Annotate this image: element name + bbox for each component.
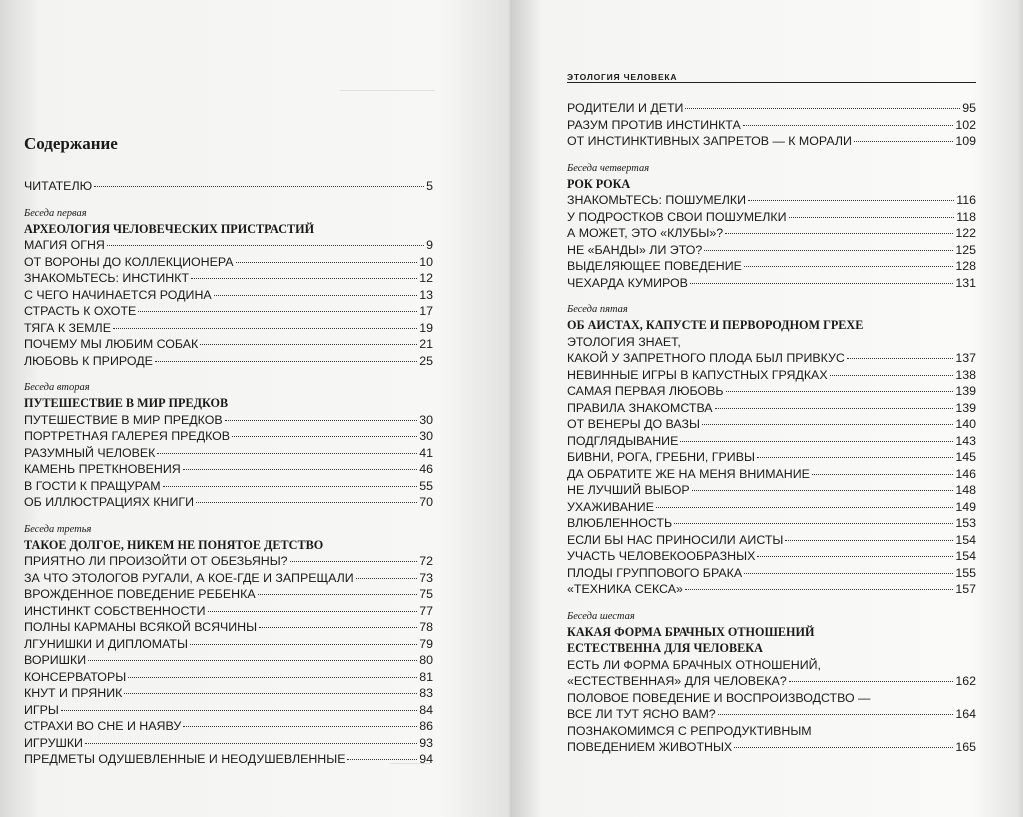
- section-heading: ЕСТЕСТВЕННА ДЛЯ ЧЕЛОВЕКА: [567, 641, 763, 655]
- dot-leader: [258, 594, 418, 595]
- entry-page: 73: [419, 570, 433, 585]
- entry-page: 118: [956, 209, 976, 224]
- entry-title: ВЛЮБЛЕННОСТЬ: [567, 516, 673, 530]
- entry-title: «ЕСТЕСТВЕННАЯ» ДЛЯ ЧЕЛОВЕКА?: [567, 674, 787, 688]
- entry-page: 146: [955, 466, 976, 481]
- entry-title: УХАЖИВАНИЕ: [567, 499, 654, 514]
- toc-entry[interactable]: [24, 478, 433, 495]
- entry-page: 75: [419, 587, 433, 601]
- toc-entry[interactable]: [24, 494, 433, 511]
- entry-title: СТРАХИ ВО СНЕ И НАЯВУ: [24, 719, 182, 733]
- toc-entry[interactable]: [24, 669, 433, 686]
- toc-entry[interactable]: [567, 482, 976, 499]
- entry-page: 19: [419, 320, 433, 335]
- toc-entry[interactable]: [567, 225, 976, 242]
- entry-title-line: ПОЗНАКОМИМСЯ С РЕПРОДУКТИВНЫМ: [567, 723, 812, 738]
- toc-entry[interactable]: [24, 553, 433, 570]
- section-label: Беседа первая: [24, 207, 87, 219]
- entry-page: 143: [955, 433, 976, 448]
- toc-entry[interactable]: [24, 320, 433, 337]
- toc-entry[interactable]: [567, 673, 976, 690]
- dot-leader: [88, 660, 417, 661]
- section-label: Беседа вторая: [24, 382, 90, 393]
- entry-title: ВЫДЕЛЯЮЩЕЕ ПОВЕДЕНИЕ: [567, 259, 742, 273]
- entry-page: 102: [955, 117, 976, 132]
- toc-entry[interactable]: [567, 350, 976, 367]
- entry-page: 9: [426, 238, 433, 252]
- section-heading: ПУТЕШЕСТВИЕ В МИР ПРЕДКОВ: [24, 396, 229, 410]
- entry-page: 125: [955, 242, 976, 257]
- entry-title: КАМЕНЬ ПРЕТКНОВЕНИЯ: [24, 462, 181, 476]
- dot-leader: [785, 540, 953, 541]
- dot-leader: [290, 561, 418, 562]
- entry-title: ИГРУШКИ: [24, 735, 83, 750]
- dot-leader: [744, 573, 953, 574]
- toc-entry[interactable]: [24, 287, 433, 304]
- entry-title: ОТ ВЕНЕРЫ ДО ВАЗЫ: [567, 417, 700, 431]
- entry-page: 10: [419, 254, 433, 269]
- entry-page: 165: [955, 740, 976, 754]
- entry-page: 41: [419, 445, 433, 460]
- entry-page: 80: [419, 653, 433, 667]
- section-heading: ТАКОЕ ДОЛГОЕ, НИКЕМ НЕ ПОНЯТОЕ ДЕТСТВО: [24, 537, 324, 552]
- dot-leader: [692, 490, 954, 491]
- entry-title: ПОЛНЫ КАРМАНЫ ВСЯКОЙ ВСЯЧИНЫ: [24, 620, 258, 634]
- entry-title: ЗНАКОМЬТЕСЬ: ПОШУМЕЛКИ: [567, 193, 747, 207]
- toc-entry[interactable]: [24, 461, 433, 478]
- toc-entry[interactable]: [567, 242, 976, 259]
- entry-title: ИГРЫ: [24, 702, 59, 717]
- entry-page: 30: [419, 412, 433, 427]
- entry-page: 55: [419, 478, 433, 493]
- entry-page: 140: [955, 417, 976, 431]
- dot-leader: [232, 436, 417, 437]
- entry-page: 86: [419, 719, 433, 733]
- dot-leader: [704, 250, 953, 251]
- toc-left-column: [24, 178, 433, 768]
- toc-entry[interactable]: [24, 237, 433, 254]
- entry-title: ИНСТИНКТ СОБСТВЕННОСТИ: [24, 603, 206, 618]
- entry-title: ЕСЛИ БЫ НАС ПРИНОСИЛИ АИСТЫ: [567, 532, 784, 547]
- toc-entry[interactable]: [24, 353, 433, 370]
- dot-leader: [107, 245, 424, 246]
- entry-page: 25: [419, 353, 433, 368]
- toc-entry[interactable]: [567, 209, 976, 226]
- dot-leader: [725, 233, 953, 234]
- entry-page: 84: [419, 702, 433, 717]
- toc-entry[interactable]: [24, 619, 433, 636]
- entry-title: ЛЮБОВЬ К ПРИРОДЕ: [24, 353, 153, 368]
- toc-entry[interactable]: [24, 685, 433, 702]
- entry-title: КАКОЙ У ЗАПРЕТНОГО ПЛОДА БЫЛ ПРИВКУС: [567, 351, 845, 365]
- dot-leader: [744, 266, 953, 267]
- dot-leader: [85, 743, 417, 744]
- entry-title: ЛГУНИШКИ И ДИПЛОМАТЫ: [24, 636, 188, 651]
- entry-page: 154: [955, 549, 976, 563]
- toc-entry[interactable]: [24, 718, 433, 735]
- entry-page: 137: [955, 351, 976, 365]
- dot-leader: [718, 714, 954, 715]
- entry-title: ТЯГА К ЗЕМЛЕ: [24, 320, 111, 335]
- dot-leader: [680, 441, 953, 442]
- toc-entry[interactable]: [24, 254, 433, 271]
- dot-leader: [214, 295, 418, 296]
- entry-title: ПОВЕДЕНИЕМ ЖИВОТНЫХ: [567, 740, 733, 754]
- dot-leader: [190, 644, 417, 645]
- entry-page: 139: [955, 400, 976, 415]
- entry-title: ЧИТАТЕЛЮ: [24, 179, 93, 193]
- section-heading: КАКАЯ ФОРМА БРАЧНЫХ ОТНОШЕНИЙ: [567, 624, 815, 639]
- toc-entry[interactable]: [567, 466, 976, 483]
- dot-leader: [726, 391, 954, 392]
- toc-entry[interactable]: [24, 603, 433, 620]
- toc-entry[interactable]: [24, 652, 433, 669]
- entry-page: 148: [955, 483, 976, 497]
- entry-page: 93: [419, 735, 433, 750]
- entry-page: 116: [956, 193, 976, 207]
- dot-leader: [157, 453, 417, 454]
- entry-title: ОТ ИНСТИНКТИВНЫХ ЗАПРЕТОВ — К МОРАЛИ: [567, 134, 852, 148]
- entry-title: ВСЕ ЛИ ТУТ ЯСНО ВАМ?: [567, 707, 716, 721]
- entry-title: МАГИЯ ОГНЯ: [24, 238, 105, 252]
- entry-page: 81: [419, 669, 433, 684]
- toc-entry[interactable]: [567, 100, 976, 117]
- entry-page: 153: [955, 516, 976, 530]
- toc-entry[interactable]: [24, 586, 433, 603]
- dot-leader: [236, 262, 418, 263]
- entry-page: 128: [955, 259, 976, 273]
- entry-title: РОДИТЕЛИ И ДЕТИ: [567, 101, 684, 115]
- toc-entry[interactable]: [24, 178, 433, 195]
- toc-entry[interactable]: [567, 258, 976, 275]
- dot-leader: [685, 108, 960, 109]
- entry-page: 139: [955, 384, 976, 398]
- dot-leader: [128, 677, 417, 678]
- entry-title: ПУТЕШЕСТВИЕ В МИР ПРЕДКОВ: [24, 412, 223, 427]
- entry-page: 138: [955, 367, 976, 382]
- entry-page: 162: [955, 674, 976, 688]
- dot-leader: [748, 200, 954, 201]
- toc-entry[interactable]: [24, 570, 433, 587]
- dot-leader: [690, 283, 953, 284]
- entry-title: САМАЯ ПЕРВАЯ ЛЮБОВЬ: [567, 384, 724, 398]
- toc-entry[interactable]: [24, 412, 433, 429]
- section-heading: ОБ АИСТАХ, КАПУСТЕ И ПЕРВОРОДНОМ ГРЕХЕ: [567, 318, 864, 332]
- toc-entry[interactable]: [567, 499, 976, 516]
- entry-title: НЕ «БАНДЫ» ЛИ ЭТО?: [567, 242, 703, 257]
- toc-entry[interactable]: [567, 192, 976, 209]
- dot-leader: [685, 589, 953, 590]
- entry-title: ОТ ВОРОНЫ ДО КОЛЛЕКЦИОНЕРА: [24, 254, 234, 269]
- entry-page: 155: [955, 565, 976, 580]
- entry-title: ЗА ЧТО ЭТОЛОГОВ РУГАЛИ, А КОЕ-ГДЕ И ЗАПРЕЩАЛИ: [24, 570, 354, 585]
- dot-leader: [94, 186, 424, 187]
- dot-leader: [347, 759, 417, 760]
- dot-leader: [356, 578, 418, 579]
- entry-title-line: ЭТОЛОГИЯ ЗНАЕТ,: [567, 334, 681, 349]
- dot-leader: [225, 420, 418, 421]
- entry-title: ЧЕХАРДА КУМИРОВ: [567, 275, 688, 290]
- header-rule: [567, 82, 976, 83]
- entry-page: 46: [419, 462, 433, 476]
- entry-page: 157: [955, 582, 976, 596]
- entry-page: 17: [419, 304, 433, 318]
- toc-entry[interactable]: [567, 706, 976, 723]
- dot-leader: [138, 311, 417, 312]
- entry-page: 5: [426, 179, 433, 193]
- entry-title: А МОЖЕТ, ЭТО «КЛУБЫ»?: [567, 226, 724, 240]
- entry-page: 13: [419, 287, 433, 302]
- toc-entry[interactable]: [24, 336, 433, 353]
- entry-page: 164: [955, 707, 976, 721]
- toc-entry[interactable]: [567, 400, 976, 417]
- toc-entry[interactable]: [24, 445, 433, 462]
- entry-title: ОБ ИЛЛЮСТРАЦИЯХ КНИГИ: [24, 495, 194, 509]
- entry-page: 95: [962, 101, 976, 115]
- dot-leader: [674, 523, 953, 524]
- dot-leader: [259, 627, 417, 628]
- section-label: Беседа пятая: [567, 304, 628, 315]
- dot-leader: [183, 469, 417, 470]
- dot-leader: [155, 361, 417, 362]
- dot-leader: [208, 611, 418, 612]
- entry-page: 154: [955, 532, 976, 547]
- toc-entry[interactable]: [567, 565, 976, 582]
- dot-leader: [196, 502, 417, 503]
- dot-leader: [113, 328, 417, 329]
- entry-title: «ТЕХНИКА СЕКСА»: [567, 582, 683, 596]
- entry-title: С ЧЕГО НАЧИНАЕТСЯ РОДИНА: [24, 287, 212, 302]
- running-head: ЭТОЛОГИЯ ЧЕЛОВЕКА: [567, 72, 678, 82]
- toc-entry[interactable]: [24, 735, 433, 752]
- entry-title: ЗНАКОМЬТЕСЬ: ИНСТИНКТ: [24, 271, 190, 285]
- entry-title: РАЗУМНЫЙ ЧЕЛОВЕК: [24, 445, 156, 460]
- toc-entry[interactable]: [24, 751, 433, 768]
- toc-entry[interactable]: [567, 117, 976, 134]
- entry-page: 131: [955, 275, 976, 290]
- entry-page: 109: [955, 134, 976, 148]
- dot-leader: [656, 507, 953, 508]
- entry-title-line: ПОЛОВОЕ ПОВЕДЕНИЕ И ВОСПРОИЗВОДСТВО —: [567, 690, 871, 705]
- entry-page: 72: [419, 554, 433, 568]
- dot-leader: [191, 278, 417, 279]
- entry-page: 79: [419, 636, 433, 651]
- toc-entry[interactable]: [567, 449, 976, 466]
- entry-title: ВРОЖДЕННОЕ ПОВЕДЕНИЕ РЕБЕНКА: [24, 587, 256, 601]
- entry-page: 78: [419, 620, 433, 634]
- dot-leader: [163, 486, 418, 487]
- entry-title-line: ЕСТЬ ЛИ ФОРМА БРАЧНЫХ ОТНОШЕНИЙ,: [567, 657, 821, 672]
- section-label: Беседа шестая: [567, 610, 635, 622]
- toc-entry[interactable]: [567, 367, 976, 384]
- dot-leader: [830, 375, 954, 376]
- toc-entry[interactable]: [24, 702, 433, 719]
- entry-title: НЕ ЛУЧШИЙ ВЫБОР: [567, 483, 690, 497]
- dot-leader: [847, 358, 953, 359]
- toc-entry[interactable]: [567, 532, 976, 549]
- entry-title: ПОЧЕМУ МЫ ЛЮБИМ СОБАК: [24, 337, 199, 351]
- section-heading: АРХЕОЛОГИЯ ЧЕЛОВЕЧЕСКИХ ПРИСТРАСТИЙ: [24, 221, 315, 236]
- entry-title: КНУТ И ПРЯНИК: [24, 686, 123, 700]
- entry-page: 83: [419, 686, 433, 700]
- toc-entry[interactable]: [24, 303, 433, 320]
- toc-entry[interactable]: [567, 515, 976, 532]
- toc-entry[interactable]: [567, 275, 976, 292]
- entry-page: 30: [419, 429, 433, 443]
- entry-page: 70: [419, 495, 433, 509]
- entry-title: ПРЕДМЕТЫ ОДУШЕВЛЕННЫЕ И НЕОДУШЕВЛЕННЫЕ: [24, 752, 346, 766]
- dot-leader: [124, 693, 417, 694]
- entry-title: ПОРТРЕТНАЯ ГАЛЕРЕЯ ПРЕДКОВ: [24, 429, 231, 443]
- entry-title: ПЛОДЫ ГРУППОВОГО БРАКА: [567, 565, 743, 580]
- section-label: Беседа четвертая: [567, 162, 650, 174]
- entry-title: КОНСЕРВАТОРЫ: [24, 669, 127, 684]
- entry-title: ПРИЯТНО ЛИ ПРОИЗОЙТИ ОТ ОБЕЗЬЯНЫ?: [24, 554, 288, 568]
- entry-page: 21: [419, 337, 433, 351]
- dot-leader: [734, 747, 953, 748]
- toc-right-column: [567, 100, 976, 756]
- toc-entry[interactable]: [567, 548, 976, 565]
- section-heading: РОК РОКА: [567, 176, 631, 191]
- entry-title: ДА ОБРАТИТЕ ЖЕ НА МЕНЯ ВНИМАНИЕ: [567, 466, 810, 481]
- dot-leader: [743, 125, 954, 126]
- dot-leader: [757, 457, 953, 458]
- entry-page: 77: [419, 603, 433, 618]
- show-through-mark: [340, 80, 435, 91]
- toc-title: Содержание: [24, 134, 118, 153]
- entry-title: ПРАВИЛА ЗНАКОМСТВА: [567, 400, 713, 415]
- dot-leader: [854, 141, 953, 142]
- entry-page: 12: [419, 271, 433, 285]
- entry-title: ПОДГЛЯДЫВАНИЕ: [567, 433, 679, 448]
- toc-entry[interactable]: [24, 270, 433, 287]
- toc-entry[interactable]: [567, 133, 976, 150]
- entry-title: РАЗУМ ПРОТИВ ИНСТИНКТА: [567, 117, 741, 132]
- toc-entry[interactable]: [24, 636, 433, 653]
- section-label: Беседа третья: [24, 523, 92, 535]
- entry-title: СТРАСТЬ К ОХОТЕ: [24, 304, 137, 318]
- entry-title: ВОРИШКИ: [24, 653, 87, 667]
- toc-entry[interactable]: [567, 383, 976, 400]
- entry-title: В ГОСТИ К ПРАЩУРАМ: [24, 478, 161, 493]
- dot-leader: [757, 556, 953, 557]
- entry-title: УЧАСТЬ ЧЕЛОВЕКООБРАЗНЫХ: [567, 549, 756, 563]
- dot-leader: [183, 726, 417, 727]
- entry-page: 149: [955, 499, 976, 514]
- toc-entry[interactable]: [567, 739, 976, 756]
- entry-page: 145: [955, 450, 976, 464]
- entry-title: БИВНИ, РОГА, ГРЕБНИ, ГРИВЫ: [567, 450, 755, 464]
- toc-entry[interactable]: [24, 428, 433, 445]
- entry-page: 122: [955, 226, 976, 240]
- dot-leader: [200, 344, 417, 345]
- entry-page: 94: [419, 752, 433, 766]
- dot-leader: [61, 710, 417, 711]
- dot-leader: [789, 217, 955, 218]
- toc-entry[interactable]: [567, 416, 976, 433]
- dot-leader: [715, 408, 954, 409]
- entry-title: НЕВИННЫЕ ИГРЫ В КАПУСТНЫХ ГРЯДКАХ: [567, 367, 828, 382]
- toc-entry[interactable]: [567, 581, 976, 598]
- toc-entry[interactable]: [567, 433, 976, 450]
- dot-leader: [812, 474, 953, 475]
- entry-title: У ПОДРОСТКОВ СВОИ ПОШУМЕЛКИ: [567, 209, 787, 224]
- dot-leader: [789, 681, 954, 682]
- dot-leader: [702, 424, 953, 425]
